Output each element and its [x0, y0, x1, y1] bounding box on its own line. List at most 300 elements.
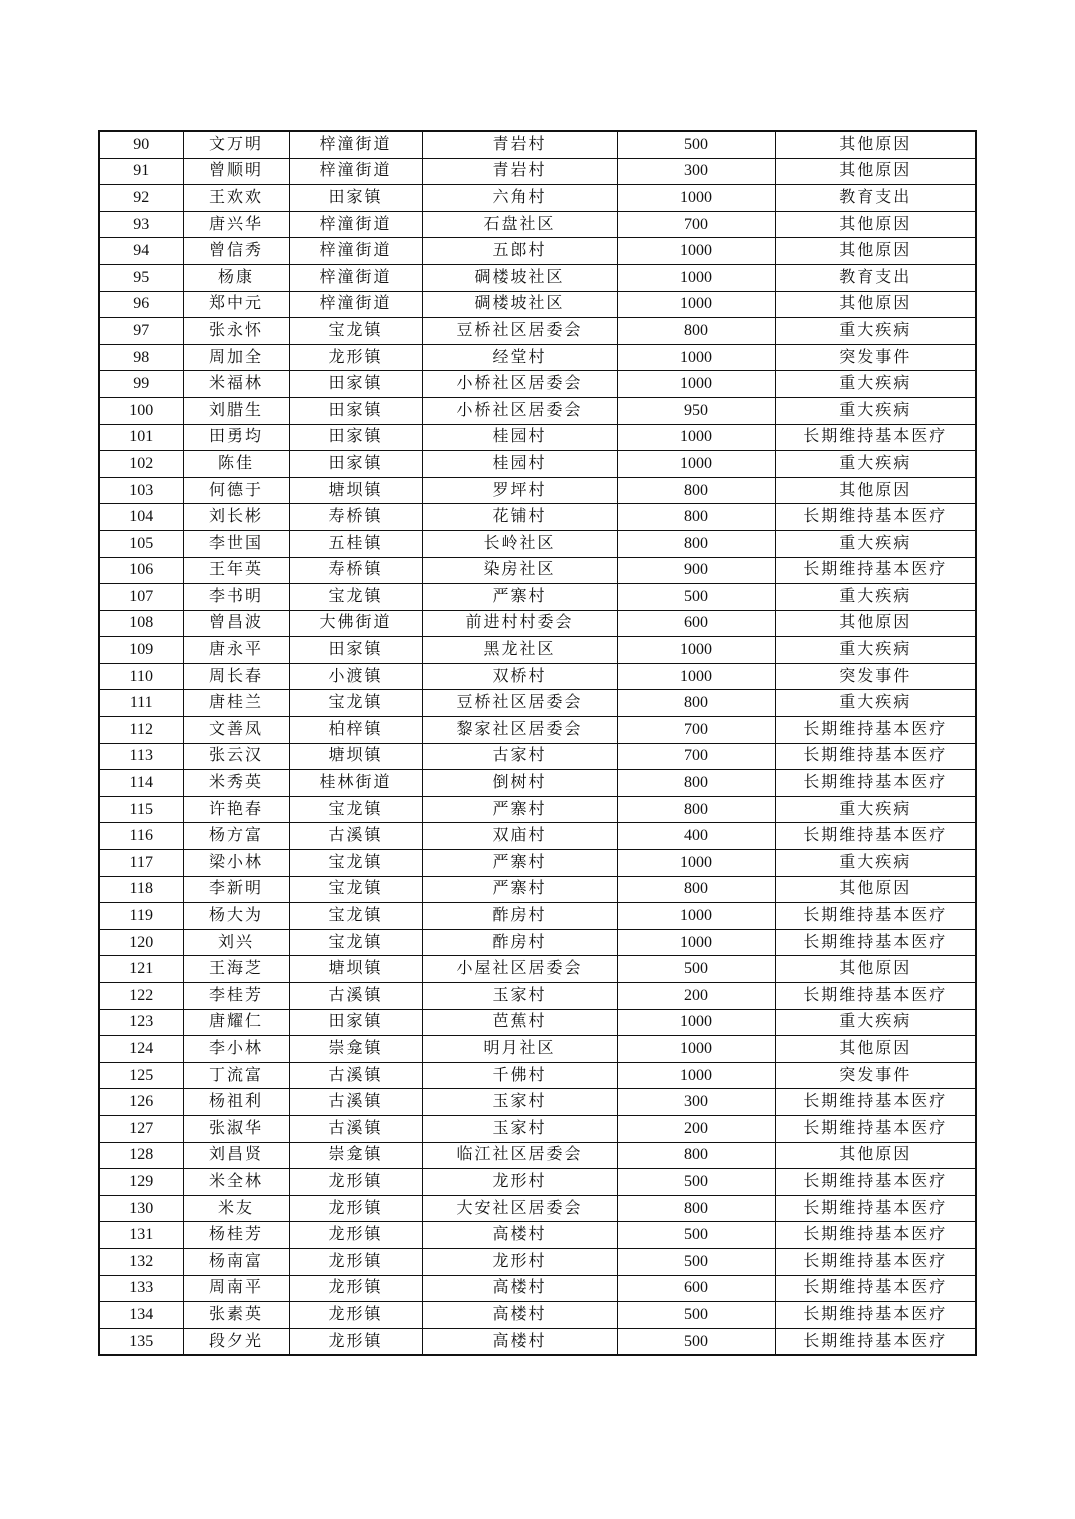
cell-town: 梓潼街道	[289, 264, 422, 291]
cell-name: 何德于	[183, 477, 289, 504]
cell-index: 123	[99, 1009, 183, 1036]
cell-town: 梓潼街道	[289, 158, 422, 185]
cell-amount: 1000	[617, 238, 775, 265]
cell-name: 周加全	[183, 344, 289, 371]
table-row	[99, 1062, 976, 1089]
table-row	[99, 1275, 976, 1302]
cell-reason: 长期维持基本医疗	[775, 1328, 976, 1355]
cell-amount: 500	[617, 956, 775, 983]
cell-name: 米秀英	[183, 770, 289, 797]
cell-index: 94	[99, 238, 183, 265]
cell-index: 133	[99, 1275, 183, 1302]
cell-name: 杨大为	[183, 903, 289, 930]
cell-index: 91	[99, 158, 183, 185]
cell-amount: 700	[617, 211, 775, 238]
cell-reason: 长期维持基本医疗	[775, 770, 976, 797]
cell-reason: 其他原因	[775, 610, 976, 637]
table-row	[99, 477, 976, 504]
cell-village: 罗坪村	[422, 477, 617, 504]
table-row	[99, 903, 976, 930]
cell-name: 丁流富	[183, 1062, 289, 1089]
cell-town: 宝龙镇	[289, 690, 422, 717]
cell-amount: 1000	[617, 451, 775, 478]
cell-name: 王海芝	[183, 956, 289, 983]
cell-amount: 300	[617, 1089, 775, 1116]
cell-village: 大安社区居委会	[422, 1195, 617, 1222]
table-row	[99, 1169, 976, 1196]
cell-town: 古溪镇	[289, 1089, 422, 1116]
cell-reason: 其他原因	[775, 1036, 976, 1063]
cell-amount: 1000	[617, 903, 775, 930]
cell-name: 刘长彬	[183, 504, 289, 531]
table-row	[99, 1248, 976, 1275]
table-row	[99, 584, 976, 611]
cell-reason: 长期维持基本医疗	[775, 823, 976, 850]
cell-name: 郑中元	[183, 291, 289, 318]
cell-reason: 长期维持基本医疗	[775, 1089, 976, 1116]
table-row	[99, 344, 976, 371]
cell-village: 青岩村	[422, 158, 617, 185]
cell-town: 田家镇	[289, 637, 422, 664]
cell-index: 129	[99, 1169, 183, 1196]
table-row	[99, 850, 976, 877]
cell-name: 周长春	[183, 663, 289, 690]
cell-index: 110	[99, 663, 183, 690]
cell-village: 桂园村	[422, 424, 617, 451]
cell-village: 玉家村	[422, 1089, 617, 1116]
cell-name: 陈佳	[183, 451, 289, 478]
cell-village: 桂园村	[422, 451, 617, 478]
cell-reason: 长期维持基本医疗	[775, 743, 976, 770]
cell-amount: 800	[617, 318, 775, 345]
cell-index: 105	[99, 530, 183, 557]
cell-index: 102	[99, 451, 183, 478]
cell-reason: 其他原因	[775, 211, 976, 238]
cell-town: 崇龛镇	[289, 1142, 422, 1169]
cell-village: 龙形村	[422, 1248, 617, 1275]
cell-town: 田家镇	[289, 397, 422, 424]
cell-name: 李书明	[183, 584, 289, 611]
cell-name: 曾顺明	[183, 158, 289, 185]
cell-index: 126	[99, 1089, 183, 1116]
cell-village: 五郎村	[422, 238, 617, 265]
cell-index: 104	[99, 504, 183, 531]
cell-amount: 900	[617, 557, 775, 584]
cell-index: 98	[99, 344, 183, 371]
cell-town: 桂林街道	[289, 770, 422, 797]
table-row	[99, 796, 976, 823]
cell-village: 前进村村委会	[422, 610, 617, 637]
cell-village: 严寨村	[422, 850, 617, 877]
cell-index: 96	[99, 291, 183, 318]
cell-village: 临江社区居委会	[422, 1142, 617, 1169]
cell-name: 王年英	[183, 557, 289, 584]
cell-name: 张淑华	[183, 1115, 289, 1142]
cell-town: 梓潼街道	[289, 291, 422, 318]
cell-name: 李桂芳	[183, 983, 289, 1010]
cell-town: 塘坝镇	[289, 956, 422, 983]
cell-name: 周南平	[183, 1275, 289, 1302]
cell-amount: 200	[617, 983, 775, 1010]
cell-village: 花铺村	[422, 504, 617, 531]
table-row	[99, 663, 976, 690]
cell-name: 张云汉	[183, 743, 289, 770]
cell-amount: 800	[617, 876, 775, 903]
cell-village: 龙形村	[422, 1169, 617, 1196]
cell-reason: 长期维持基本医疗	[775, 1302, 976, 1329]
cell-town: 宝龙镇	[289, 929, 422, 956]
cell-amount: 1000	[617, 850, 775, 877]
cell-reason: 重大疾病	[775, 318, 976, 345]
cell-name: 文万明	[183, 131, 289, 158]
table-row	[99, 397, 976, 424]
cell-name: 杨康	[183, 264, 289, 291]
cell-amount: 700	[617, 717, 775, 744]
cell-town: 龙形镇	[289, 1248, 422, 1275]
cell-town: 梓潼街道	[289, 211, 422, 238]
cell-index: 135	[99, 1328, 183, 1355]
cell-village: 倒树村	[422, 770, 617, 797]
cell-town: 田家镇	[289, 371, 422, 398]
cell-name: 李世国	[183, 530, 289, 557]
cell-reason: 长期维持基本医疗	[775, 1169, 976, 1196]
cell-reason: 其他原因	[775, 1142, 976, 1169]
cell-name: 杨桂芳	[183, 1222, 289, 1249]
cell-village: 高楼村	[422, 1328, 617, 1355]
cell-reason: 重大疾病	[775, 850, 976, 877]
cell-reason: 突发事件	[775, 1062, 976, 1089]
cell-town: 宝龙镇	[289, 796, 422, 823]
cell-amount: 800	[617, 504, 775, 531]
table-row	[99, 371, 976, 398]
cell-amount: 200	[617, 1115, 775, 1142]
cell-amount: 1000	[617, 1062, 775, 1089]
cell-village: 双桥村	[422, 663, 617, 690]
cell-town: 宝龙镇	[289, 318, 422, 345]
cell-town: 田家镇	[289, 1009, 422, 1036]
cell-amount: 1000	[617, 185, 775, 212]
cell-name: 刘昌贤	[183, 1142, 289, 1169]
cell-town: 龙形镇	[289, 1222, 422, 1249]
cell-amount: 1000	[617, 424, 775, 451]
cell-reason: 长期维持基本医疗	[775, 717, 976, 744]
cell-town: 古溪镇	[289, 1115, 422, 1142]
table-row	[99, 690, 976, 717]
cell-village: 严寨村	[422, 876, 617, 903]
table-row	[99, 291, 976, 318]
cell-town: 古溪镇	[289, 983, 422, 1010]
cell-village: 高楼村	[422, 1302, 617, 1329]
cell-town: 宝龙镇	[289, 903, 422, 930]
cell-town: 梓潼街道	[289, 238, 422, 265]
table-row	[99, 158, 976, 185]
cell-reason: 长期维持基本医疗	[775, 424, 976, 451]
cell-village: 古家村	[422, 743, 617, 770]
cell-amount: 800	[617, 770, 775, 797]
cell-index: 106	[99, 557, 183, 584]
relief-table	[98, 130, 977, 1356]
cell-name: 唐耀仁	[183, 1009, 289, 1036]
cell-name: 杨方富	[183, 823, 289, 850]
table-row	[99, 1089, 976, 1116]
cell-name: 唐永平	[183, 637, 289, 664]
cell-amount: 500	[617, 1169, 775, 1196]
table-row	[99, 956, 976, 983]
cell-amount: 800	[617, 690, 775, 717]
cell-reason: 突发事件	[775, 663, 976, 690]
cell-town: 田家镇	[289, 185, 422, 212]
cell-index: 120	[99, 929, 183, 956]
cell-index: 130	[99, 1195, 183, 1222]
cell-reason: 长期维持基本医疗	[775, 1115, 976, 1142]
cell-name: 许艳春	[183, 796, 289, 823]
cell-name: 唐兴华	[183, 211, 289, 238]
cell-name: 唐桂兰	[183, 690, 289, 717]
cell-village: 石盘社区	[422, 211, 617, 238]
table-row	[99, 1328, 976, 1355]
cell-name: 张永怀	[183, 318, 289, 345]
cell-village: 长岭社区	[422, 530, 617, 557]
cell-amount: 800	[617, 1142, 775, 1169]
cell-amount: 300	[617, 158, 775, 185]
table-row	[99, 1222, 976, 1249]
cell-reason: 教育支出	[775, 185, 976, 212]
cell-town: 宝龙镇	[289, 850, 422, 877]
table-row	[99, 717, 976, 744]
table-row	[99, 1195, 976, 1222]
cell-town: 五桂镇	[289, 530, 422, 557]
table-row	[99, 770, 976, 797]
cell-village: 酢房村	[422, 929, 617, 956]
cell-town: 龙形镇	[289, 1302, 422, 1329]
cell-town: 龙形镇	[289, 1169, 422, 1196]
cell-reason: 重大疾病	[775, 530, 976, 557]
cell-village: 黑龙社区	[422, 637, 617, 664]
cell-amount: 500	[617, 131, 775, 158]
cell-reason: 重大疾病	[775, 637, 976, 664]
cell-reason: 其他原因	[775, 477, 976, 504]
cell-index: 107	[99, 584, 183, 611]
cell-amount: 1000	[617, 663, 775, 690]
cell-name: 杨祖利	[183, 1089, 289, 1116]
table-row	[99, 743, 976, 770]
cell-town: 柏梓镇	[289, 717, 422, 744]
cell-reason: 其他原因	[775, 876, 976, 903]
cell-reason: 重大疾病	[775, 1009, 976, 1036]
cell-name: 刘腊生	[183, 397, 289, 424]
cell-reason: 长期维持基本医疗	[775, 557, 976, 584]
cell-name: 米福林	[183, 371, 289, 398]
cell-name: 李新明	[183, 876, 289, 903]
cell-town: 龙形镇	[289, 1195, 422, 1222]
cell-town: 古溪镇	[289, 1062, 422, 1089]
cell-village: 千佛村	[422, 1062, 617, 1089]
cell-index: 103	[99, 477, 183, 504]
cell-index: 90	[99, 131, 183, 158]
cell-name: 张素英	[183, 1302, 289, 1329]
cell-village: 小桥社区居委会	[422, 397, 617, 424]
cell-name: 刘兴	[183, 929, 289, 956]
cell-name: 段夕光	[183, 1328, 289, 1355]
cell-name: 曾昌波	[183, 610, 289, 637]
cell-amount: 600	[617, 1275, 775, 1302]
cell-index: 122	[99, 983, 183, 1010]
cell-town: 小渡镇	[289, 663, 422, 690]
cell-town: 龙形镇	[289, 1275, 422, 1302]
cell-index: 100	[99, 397, 183, 424]
cell-index: 97	[99, 318, 183, 345]
cell-reason: 长期维持基本医疗	[775, 1248, 976, 1275]
cell-amount: 1000	[617, 291, 775, 318]
cell-village: 严寨村	[422, 584, 617, 611]
cell-amount: 1000	[617, 264, 775, 291]
table-row	[99, 1115, 976, 1142]
cell-village: 豆桥社区居委会	[422, 690, 617, 717]
cell-reason: 教育支出	[775, 264, 976, 291]
cell-index: 124	[99, 1036, 183, 1063]
cell-village: 小屋社区居委会	[422, 956, 617, 983]
cell-village: 青岩村	[422, 131, 617, 158]
table-row	[99, 318, 976, 345]
table-row	[99, 264, 976, 291]
cell-reason: 长期维持基本医疗	[775, 504, 976, 531]
cell-amount: 1000	[617, 1036, 775, 1063]
cell-index: 127	[99, 1115, 183, 1142]
table-row	[99, 557, 976, 584]
cell-index: 108	[99, 610, 183, 637]
table-row	[99, 530, 976, 557]
table-row	[99, 1009, 976, 1036]
cell-town: 塘坝镇	[289, 743, 422, 770]
cell-reason: 长期维持基本医疗	[775, 1195, 976, 1222]
cell-index: 131	[99, 1222, 183, 1249]
table-row	[99, 1036, 976, 1063]
cell-name: 田勇均	[183, 424, 289, 451]
cell-village: 玉家村	[422, 1115, 617, 1142]
cell-amount: 950	[617, 397, 775, 424]
cell-reason: 重大疾病	[775, 690, 976, 717]
cell-index: 117	[99, 850, 183, 877]
table-row	[99, 185, 976, 212]
cell-town: 梓潼街道	[289, 131, 422, 158]
cell-amount: 800	[617, 1195, 775, 1222]
cell-index: 116	[99, 823, 183, 850]
cell-reason: 其他原因	[775, 238, 976, 265]
cell-reason: 突发事件	[775, 344, 976, 371]
cell-amount: 1000	[617, 1009, 775, 1036]
cell-index: 101	[99, 424, 183, 451]
table-row	[99, 610, 976, 637]
cell-town: 古溪镇	[289, 823, 422, 850]
table-row	[99, 1142, 976, 1169]
cell-name: 曾信秀	[183, 238, 289, 265]
cell-village: 小桥社区居委会	[422, 371, 617, 398]
cell-village: 高楼村	[422, 1222, 617, 1249]
cell-index: 109	[99, 637, 183, 664]
cell-amount: 800	[617, 530, 775, 557]
table-row	[99, 238, 976, 265]
cell-village: 豆桥社区居委会	[422, 318, 617, 345]
cell-amount: 400	[617, 823, 775, 850]
cell-name: 王欢欢	[183, 185, 289, 212]
cell-amount: 1000	[617, 344, 775, 371]
cell-index: 92	[99, 185, 183, 212]
cell-index: 93	[99, 211, 183, 238]
cell-reason: 其他原因	[775, 131, 976, 158]
cell-village: 高楼村	[422, 1275, 617, 1302]
cell-reason: 其他原因	[775, 291, 976, 318]
cell-reason: 长期维持基本医疗	[775, 1275, 976, 1302]
cell-amount: 500	[617, 1302, 775, 1329]
cell-index: 118	[99, 876, 183, 903]
cell-reason: 重大疾病	[775, 796, 976, 823]
cell-village: 染房社区	[422, 557, 617, 584]
cell-index: 112	[99, 717, 183, 744]
cell-name: 米全林	[183, 1169, 289, 1196]
cell-town: 崇龛镇	[289, 1036, 422, 1063]
table-row	[99, 637, 976, 664]
cell-town: 大佛街道	[289, 610, 422, 637]
cell-village: 明月社区	[422, 1036, 617, 1063]
cell-town: 龙形镇	[289, 344, 422, 371]
cell-index: 115	[99, 796, 183, 823]
cell-village: 经堂村	[422, 344, 617, 371]
cell-village: 芭蕉村	[422, 1009, 617, 1036]
cell-index: 119	[99, 903, 183, 930]
cell-name: 米友	[183, 1195, 289, 1222]
cell-index: 121	[99, 956, 183, 983]
cell-reason: 长期维持基本医疗	[775, 983, 976, 1010]
cell-town: 田家镇	[289, 424, 422, 451]
cell-amount: 500	[617, 584, 775, 611]
table-row	[99, 876, 976, 903]
cell-index: 114	[99, 770, 183, 797]
cell-reason: 长期维持基本医疗	[775, 929, 976, 956]
cell-amount: 800	[617, 477, 775, 504]
cell-amount: 500	[617, 1248, 775, 1275]
cell-town: 寿桥镇	[289, 504, 422, 531]
cell-town: 塘坝镇	[289, 477, 422, 504]
cell-town: 田家镇	[289, 451, 422, 478]
cell-reason: 重大疾病	[775, 584, 976, 611]
table-row	[99, 451, 976, 478]
cell-village: 玉家村	[422, 983, 617, 1010]
cell-name: 梁小林	[183, 850, 289, 877]
cell-amount: 600	[617, 610, 775, 637]
cell-amount: 500	[617, 1222, 775, 1249]
cell-index: 95	[99, 264, 183, 291]
cell-index: 113	[99, 743, 183, 770]
cell-town: 宝龙镇	[289, 584, 422, 611]
cell-reason: 重大疾病	[775, 397, 976, 424]
cell-index: 128	[99, 1142, 183, 1169]
cell-reason: 长期维持基本医疗	[775, 903, 976, 930]
cell-index: 125	[99, 1062, 183, 1089]
table-row	[99, 823, 976, 850]
table-row	[99, 504, 976, 531]
cell-reason: 长期维持基本医疗	[775, 1222, 976, 1249]
cell-index: 134	[99, 1302, 183, 1329]
cell-village: 碉楼坡社区	[422, 264, 617, 291]
cell-reason: 其他原因	[775, 956, 976, 983]
table-body	[99, 131, 976, 1355]
cell-amount: 1000	[617, 371, 775, 398]
cell-index: 99	[99, 371, 183, 398]
cell-reason: 重大疾病	[775, 371, 976, 398]
table-row	[99, 983, 976, 1010]
cell-village: 碉楼坡社区	[422, 291, 617, 318]
cell-index: 132	[99, 1248, 183, 1275]
